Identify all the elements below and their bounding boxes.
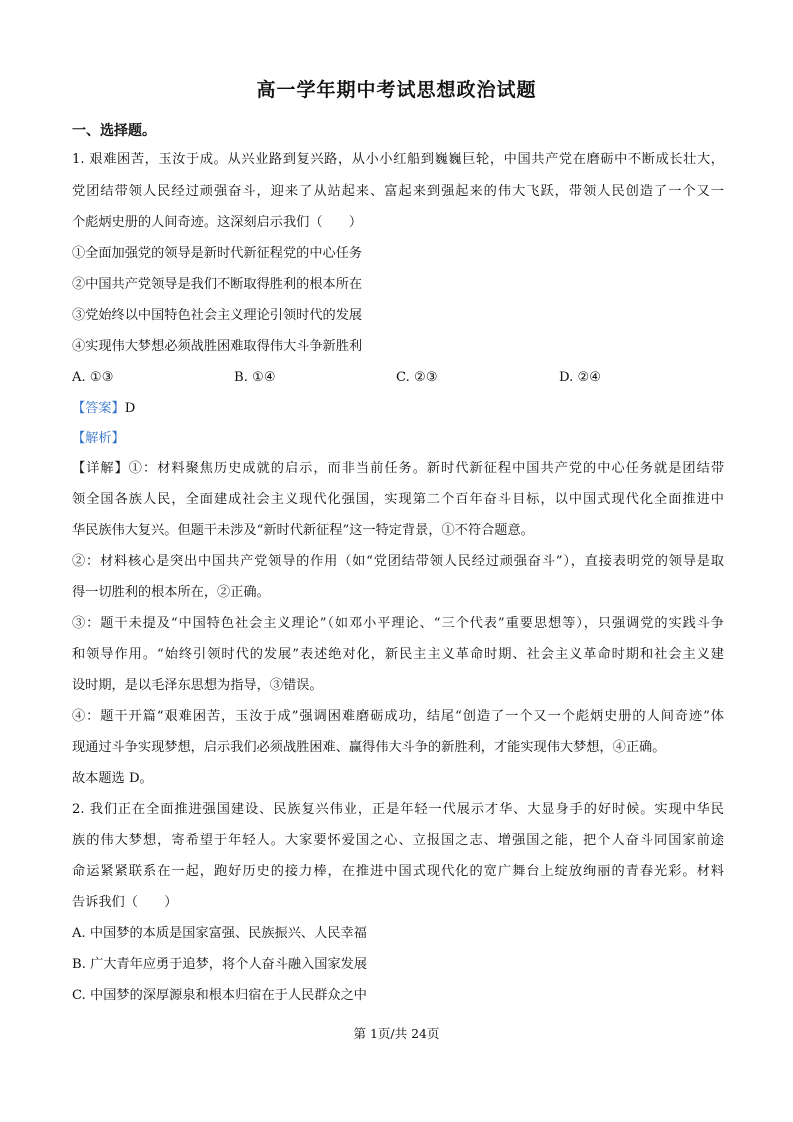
q1-answer [72,399,135,419]
q1-detail-line: 设时期，是以毛泽东思想为指导，③错误。 [72,678,323,693]
q1-stem-line: 党团结带领人民经过顽强奋斗，迎来了从站起来、富起来到强起来的伟大飞跃，带领人民创造了一个又一 [72,184,724,199]
page-number: 第 1页/共 24页 [353,1026,440,1041]
q1-statement: ③党始终以中国特色社会主义理论引领时代的发展 [72,308,363,323]
q1-stem-line: 个彪炳史册的人间奇迹。这深刻启示我们（ ） [72,215,363,230]
q1-detail-line: 华民族伟大复兴。但题干未涉及“新时代新征程”这一特定背景，①不符合题意。 [72,523,534,538]
q1-detail-line: 和领导作用。“始终引领时代的发展”表述绝对化，新民主主义革命时期、社会主义革命时期和社会主义建 [72,647,724,662]
q2-stem-line: 2. 我们正在全面推进强国建设、民族复兴伟业，正是年轻一代展示才华、大显身手的好时候。实现中华民 [72,802,724,817]
q1-option-d: D. ②④ [559,370,602,385]
q2-stem-line: 告诉我们（ ） [72,895,178,910]
q1-detail-line [72,459,724,479]
q1-option-a: A. ①③ [72,370,114,385]
q2-stem-line: 族的伟大梦想，寄希望于年轻人。大家要怀爱国之心、立报国之志、增强国之能，把个人奋斗同国家前途 [72,833,724,848]
q1-detail-line: 现通过斗争实现梦想，启示我们必须战胜困难、赢得伟大斗争的新胜利，才能实现伟大梦想，④正确。 [72,740,666,755]
q1-detail-line: 得一切胜利的根本所在，②正确。 [72,585,270,600]
q1-statement: ①全面加强党的领导是新时代新征程党的中心任务 [72,246,363,261]
q1-option-c: C. ②③ [396,370,438,385]
detail-text: ①：材料聚焦历史成就的启示，而非当前任务。新时代新征程中国共产党的中心任务就是团结带 [128,461,724,476]
q1-conclusion: 故本题选 D。 [72,771,153,786]
answer-tag: 【答案】 [72,401,125,416]
section-heading: 一、选择题。 [72,123,156,139]
answer-value: D [124,401,136,416]
q2-stem-line: 命运紧紧联系在一起，跑好历史的接力棒，在推进中国式现代化的宽广舞台上绽放绚丽的青春光彩。材料 [72,864,724,879]
q1-detail-line: ②：材料核心是突出中国共产党领导的作用（如“党团结带领人民经过顽强奋斗”），直接表明党的领导是取 [72,554,724,569]
detail-tag: 【详解】 [72,461,129,476]
q1-statement: ②中国共产党领导是我们不断取得胜利的根本所在 [72,277,363,292]
q2-option-b: B. 广大青年应勇于追梦，将个人奋斗融入国家发展 [72,957,368,972]
q1-detail-line: ④：题干开篇“艰难困苦，玉汝于成”强调困难磨砺成功，结尾“创造了一个又一个彪炳史册的人间奇迹”体 [72,709,724,724]
q1-option-b: B. ①④ [234,370,276,385]
q1-stem-line: 1. 艰难困苦，玉汝于成。从兴业路到复兴路，从小小红船到巍巍巨轮，中国共产党在磨砺中不断成长壮大， [72,152,724,167]
page-title: 高一学年期中考试思想政治试题 [256,79,537,101]
analysis-tag: 【解析】 [72,431,125,446]
q1-detail-line: ③：题干未提及“中国特色社会主义理论”（如邓小平理论、“三个代表”重要思想等），只强调党的实践斗争 [72,616,724,631]
q1-statement: ④实现伟大梦想必须战胜困难取得伟大斗争新胜利 [72,339,363,354]
q1-detail-line: 领全国各族人民，全面建成社会主义现代化强国，实现第二个百年奋斗目标，以中国式现代化全面推进中 [72,492,724,507]
q2-option-a: A. 中国梦的本质是国家富强、民族振兴、人民幸福 [72,926,367,941]
q2-option-c: C. 中国梦的深厚源泉和根本归宿在于人民群众之中 [72,988,367,1003]
